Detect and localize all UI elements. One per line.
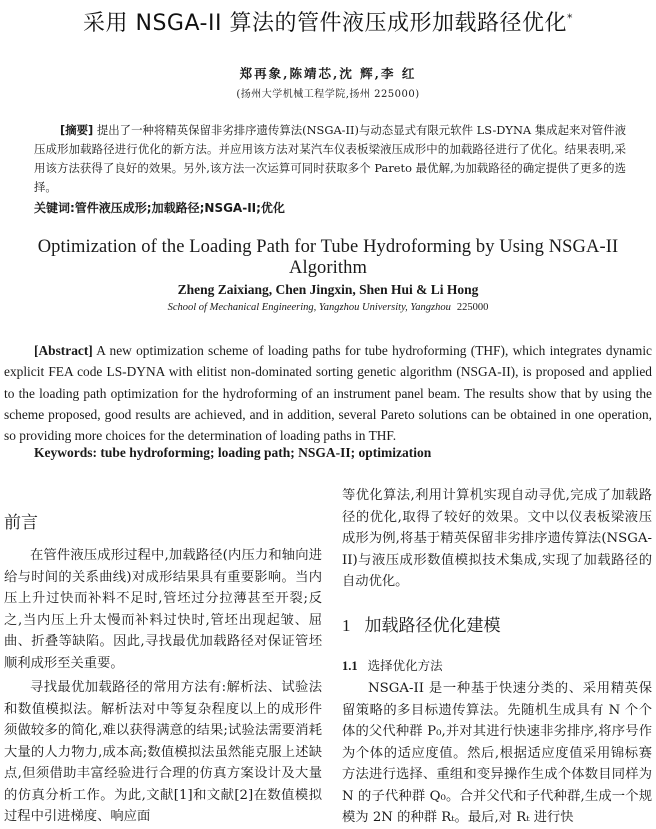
chinese-abstract (34, 121, 626, 197)
chinese-authors: 郑再象,陈靖芯,沈 辉,李 红 (239, 66, 417, 81)
section-1-heading (342, 611, 501, 636)
english-abstract (4, 340, 652, 446)
english-postcode: 225000 (456, 302, 489, 313)
subsection-1-1-title: 选择优化方法 (367, 658, 443, 673)
english-abstract-tag: [Abstract] (34, 343, 93, 358)
right-paragraph-1: 等优化算法,利用计算机实现自动寻优,完成了加载路径的优化,取得了较好的效果。文中以仪表板梁液压成形为例,将基于精英保留非劣排序遗传算法(NSGA-II)与液压成形数值模拟技术集成,实现了加载路径的自动优化。 (342, 488, 652, 589)
english-keywords: Keywords: tube hydroforming; loading path; NSGA-II; optimization (34, 445, 432, 460)
english-authors: Zheng Zaixiang, Chen Jingxin, Shen Hui & Li Hong (177, 282, 479, 297)
subsection-1-1-heading (342, 656, 443, 674)
intro-heading: 前言 (4, 513, 38, 533)
section-1-number: 1 (342, 616, 351, 635)
chinese-keywords: 关键词:管件液压成形;加载路径;NSGA-II;优化 (34, 201, 285, 215)
english-affiliation-text: School of Mechanical Engineering, Yangzhou University, Yangzhou (167, 302, 451, 313)
intro-paragraph-1: 在管件液压成形过程中,加载路径(内压力和轴向进给与时间的关系曲线)对成形结果具有重要影响。当内压上升过快而补料不足时,管坯过分拉薄甚至开裂;反之,当内压上升太慢而补料过快时,管坯出现起皱、屈曲、折叠等缺陷。因此,寻找最优加载路径对保证管坯顺利成形至关重要。 (4, 548, 322, 671)
chinese-abstract-text: 提出了一种将精英保留非劣排序遗传算法(NSGA-II)与动态显式有限元软件 LS-DYNA 集成起来对管件液压成形加载路径进行优化的新方法。并应用该方法对某汽车仪表板梁液压成形中的加载路径进行了优化。结果表明,采用该方法获得了良好的效果。另外,该方法一次运算可同时获取多个 Pareto 最优解,为加载路径的确定提供了更多的选择。 (34, 123, 626, 194)
right-column-top (342, 485, 652, 593)
english-affiliation (0, 302, 656, 313)
chinese-affiliation: (扬州大学机械工程学院,扬州 225000) (236, 89, 420, 100)
english-title: Optimization of the Loading Path for Tube Hydroforming by Using NSGA-II Algorithm (37, 237, 619, 278)
subsection-1-1-number: 1.1 (342, 659, 358, 673)
chinese-title-text: 采用 NSGA-II 算法的管件液压成形加载路径优化 (83, 11, 567, 36)
chinese-abstract-tag: [摘要] (60, 123, 94, 137)
intro-paragraph-2: 寻找最优加载路径的常用方法有:解析法、试验法和数值模拟法。解析法对中等复杂程度以上的成形件须做较多的简化,难以获得满意的结果;试验法需要消耗大量的人力物力,成本高;数值模拟法虽然能克服上述缺点,但须借助丰富经验进行合理的仿真方案设计及大量的仿真分析工作。为此,文献[1]和文献[2]在数值模拟过程中引进梯度、响应面 (4, 680, 322, 824)
section-1-title: 加载路径优化建模 (364, 616, 501, 636)
left-column (4, 545, 322, 828)
title-footnote-mark: * (566, 11, 573, 25)
right-column-bottom (342, 678, 652, 829)
english-abstract-text: A new optimization scheme of loading paths for tube hydroforming (THF), which integrates dynamic explicit FEA code LS-DYNA with elitist non-dominated sorting genetic algorithm (NSGA-II), is proposed and applied to the loading path optimization for the hydroforming of an instrument panel beam. The results show that by using the scheme proposed, good results are achieved, and in addition, several Pareto solutions can be obtained in one operation, so providing more choices for the determination of loading paths in THF. (4, 343, 653, 444)
chinese-title (0, 6, 656, 37)
subsection-1-1-paragraph: NSGA-II 是一种基于快速分类的、采用精英保留策略的多目标遗传算法。先随机生成具有 N 个个体的父代种群 P₀,并对其进行快速非劣排序,将序号作为个体的适应度值。然后,根据适应度值采用锦标赛方法进行选择、重组和变异操作生成个体数目同样为 N 的子代种群 Q₀。合并父代和子代种群,生成一个规模为 2N 的种群 Rₜ。最后,对 Rₜ 进行快 (342, 681, 652, 825)
